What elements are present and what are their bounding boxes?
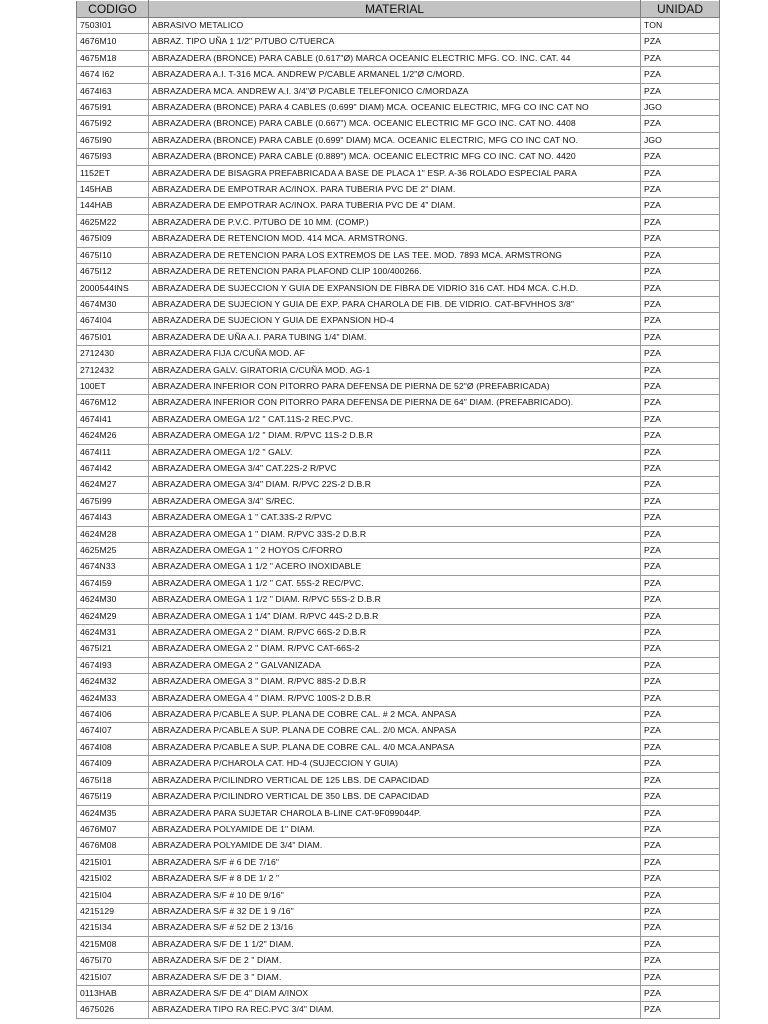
- code-cell: 4676M10: [77, 34, 149, 50]
- unit-cell: PZA: [641, 723, 720, 739]
- material-cell: ABRAZADERA OMEGA 2 " DIAM. R/PVC CAT-66S-2: [149, 641, 641, 657]
- unit-cell: PZA: [641, 674, 720, 690]
- code-cell: 2712430: [77, 346, 149, 362]
- code-cell: 4215I34: [77, 920, 149, 936]
- unit-cell: PZA: [641, 67, 720, 83]
- code-cell: 4676M12: [77, 395, 149, 411]
- material-cell: ABRAZADERA INFERIOR CON PITORRO PARA DEFENSA DE PIERNA DE 64" DIAM. (PREFABRICADO).: [149, 395, 641, 411]
- code-cell: 4624M27: [77, 477, 149, 493]
- table-row: [77, 460, 720, 476]
- material-cell: ABRAZADERA INFERIOR CON PITORRO PARA DEFENSA DE PIERNA DE 52"Ø (PREFABRICADA): [149, 378, 641, 394]
- unit-cell: PZA: [641, 378, 720, 394]
- material-cell: ABRAZADERA P/CILINDRO VERTICAL DE 350 LBS. DE CAPACIDAD: [149, 789, 641, 805]
- code-cell: 4624M29: [77, 608, 149, 624]
- code-cell: 4215129: [77, 903, 149, 919]
- unit-cell: PZA: [641, 362, 720, 378]
- material-cell: ABRAZADERA S/F DE 4" DIAM A/INOX: [149, 985, 641, 1001]
- table-row: [77, 428, 720, 444]
- header-unidad: UNIDAD: [641, 1, 720, 18]
- code-cell: 4624M35: [77, 805, 149, 821]
- unit-cell: PZA: [641, 444, 720, 460]
- table-row: [77, 1002, 720, 1018]
- table-row: [77, 493, 720, 509]
- material-cell: ABRAZADERA OMEGA 4 " DIAM. R/PVC 100S-2 D.B.R: [149, 690, 641, 706]
- material-cell: ABRAZADERA S/F # 6 DE 7/16": [149, 854, 641, 870]
- material-cell: ABRAZADERA S/F # 10 DE 9/16": [149, 887, 641, 903]
- unit-cell: PZA: [641, 871, 720, 887]
- materials-sheet: [76, 0, 719, 1019]
- unit-cell: PZA: [641, 953, 720, 969]
- code-cell: 4675I01: [77, 329, 149, 345]
- material-cell: ABRAZADERA DE EMPOTRAR AC/INOX. PARA TUBERIA PVC DE 4" DIAM.: [149, 198, 641, 214]
- table-row: [77, 674, 720, 690]
- code-cell: 4675I21: [77, 641, 149, 657]
- material-cell: ABRAZADERA A.I. T-316 MCA. ANDREW P/CABLE ARMANEL 1/2"Ø C/MORD.: [149, 67, 641, 83]
- unit-cell: PZA: [641, 280, 720, 296]
- unit-cell: PZA: [641, 477, 720, 493]
- unit-cell: PZA: [641, 165, 720, 181]
- table-row: [77, 444, 720, 460]
- unit-cell: JGO: [641, 132, 720, 148]
- unit-cell: PZA: [641, 625, 720, 641]
- unit-cell: PZA: [641, 510, 720, 526]
- unit-cell: PZA: [641, 214, 720, 230]
- material-cell: ABRAZADERA P/CABLE A SUP. PLANA DE COBRE CAL. 2/0 MCA. ANPASA: [149, 723, 641, 739]
- material-cell: ABRAZADERA (BRONCE) PARA CABLE (0.889") MCA. OCEANIC ELECTRIC MFG CO INC. CAT NO. 4420: [149, 149, 641, 165]
- material-cell: ABRAZADERA OMEGA 2 " DIAM. R/PVC 66S-2 D.B.R: [149, 625, 641, 641]
- material-cell: ABRAZADERA OMEGA 1 1/2 " ACERO INOXIDABLE: [149, 559, 641, 575]
- header-row: [77, 1, 720, 18]
- table-row: [77, 854, 720, 870]
- table-row: [77, 969, 720, 985]
- table-row: [77, 903, 720, 919]
- material-cell: ABRAZADERA OMEGA 1 1/2 " DIAM. R/PVC 55S-2 D.B.R: [149, 592, 641, 608]
- code-cell: 7503I01: [77, 18, 149, 34]
- table-row: [77, 707, 720, 723]
- unit-cell: PZA: [641, 50, 720, 66]
- code-cell: 4676M07: [77, 821, 149, 837]
- table-row: [77, 871, 720, 887]
- table-row: [77, 313, 720, 329]
- code-cell: 4215I07: [77, 969, 149, 985]
- table-row: [77, 34, 720, 50]
- table-row: [77, 116, 720, 132]
- table-row: [77, 362, 720, 378]
- table-row: [77, 67, 720, 83]
- material-cell: ABRAZADERA OMEGA 3/4" DIAM. R/PVC 22S-2 D.B.R: [149, 477, 641, 493]
- table-row: [77, 50, 720, 66]
- code-cell: 4675M18: [77, 50, 149, 66]
- table-row: [77, 198, 720, 214]
- code-cell: 4675I70: [77, 953, 149, 969]
- code-cell: 4215I01: [77, 854, 149, 870]
- table-row: [77, 723, 720, 739]
- material-cell: ABRAZADERA P/CILINDRO VERTICAL DE 125 LBS. DE CAPACIDAD: [149, 772, 641, 788]
- code-cell: 144HAB: [77, 198, 149, 214]
- material-cell: ABRAZADERA GALV. GIRATORIA C/CUÑA MOD. AG-1: [149, 362, 641, 378]
- code-cell: 4624M33: [77, 690, 149, 706]
- table-row: [77, 739, 720, 755]
- table-row: [77, 132, 720, 148]
- table-row: [77, 510, 720, 526]
- unit-cell: PZA: [641, 575, 720, 591]
- unit-cell: PZA: [641, 920, 720, 936]
- table-row: [77, 592, 720, 608]
- table-row: [77, 821, 720, 837]
- unit-cell: PZA: [641, 526, 720, 542]
- unit-cell: PZA: [641, 264, 720, 280]
- code-cell: 4674I11: [77, 444, 149, 460]
- material-cell: ABRAZADERA OMEGA 1 1/4" DIAM. R/PVC 44S-2 D.B.R: [149, 608, 641, 624]
- table-row: [77, 559, 720, 575]
- material-cell: ABRAZADERA P/CHAROLA CAT. HD-4 (SUJECCION Y GUIA): [149, 756, 641, 772]
- code-cell: 4215M08: [77, 936, 149, 952]
- code-cell: 4675I93: [77, 149, 149, 165]
- material-cell: ABRAZADERA S/F DE 1 1/2" DIAM.: [149, 936, 641, 952]
- unit-cell: PZA: [641, 641, 720, 657]
- table-row: [77, 149, 720, 165]
- material-cell: ABRAZADERA OMEGA 1 " DIAM. R/PVC 33S-2 D.B.R: [149, 526, 641, 542]
- unit-cell: PZA: [641, 690, 720, 706]
- material-cell: ABRAZADERA MCA. ANDREW A.I. 3/4"Ø P/CABLE TELEFONICO C/MORDAZA: [149, 83, 641, 99]
- unit-cell: PZA: [641, 756, 720, 772]
- code-cell: 4674I59: [77, 575, 149, 591]
- code-cell: 4675026: [77, 1002, 149, 1018]
- code-cell: 4675I91: [77, 100, 149, 116]
- material-cell: ABRAZADERA DE RETENCION PARA LOS EXTREMOS DE LAS TEE. MOD. 7893 MCA. ARMSTRONG: [149, 247, 641, 263]
- code-cell: 4674 I62: [77, 67, 149, 83]
- code-cell: 4674N33: [77, 559, 149, 575]
- code-cell: 4674I93: [77, 657, 149, 673]
- table-row: [77, 789, 720, 805]
- material-cell: ABRAZADERA DE P.V.C. P/TUBO DE 10 MM. (COMP.): [149, 214, 641, 230]
- code-cell: 4674I07: [77, 723, 149, 739]
- code-cell: 4674I43: [77, 510, 149, 526]
- code-cell: 4675I92: [77, 116, 149, 132]
- unit-cell: PZA: [641, 149, 720, 165]
- code-cell: 4674I41: [77, 411, 149, 427]
- unit-cell: PZA: [641, 346, 720, 362]
- code-cell: 4674I42: [77, 460, 149, 476]
- unit-cell: PZA: [641, 936, 720, 952]
- code-cell: 4215I04: [77, 887, 149, 903]
- table-row: [77, 329, 720, 345]
- table-row: [77, 214, 720, 230]
- unit-cell: PZA: [641, 116, 720, 132]
- materials-table: [76, 0, 720, 1019]
- unit-cell: PZA: [641, 707, 720, 723]
- unit-cell: PZA: [641, 559, 720, 575]
- code-cell: 4675I99: [77, 493, 149, 509]
- table-row: [77, 231, 720, 247]
- material-cell: ABRAZADERA OMEGA 3/4" S/REC.: [149, 493, 641, 509]
- unit-cell: PZA: [641, 493, 720, 509]
- table-row: [77, 395, 720, 411]
- material-cell: ABRAZADERA DE RETENCION PARA PLAFOND CLIP 100/400266.: [149, 264, 641, 280]
- code-cell: 145HAB: [77, 182, 149, 198]
- code-cell: 4675I90: [77, 132, 149, 148]
- code-cell: 4676M08: [77, 838, 149, 854]
- code-cell: 4624M32: [77, 674, 149, 690]
- unit-cell: PZA: [641, 592, 720, 608]
- unit-cell: PZA: [641, 182, 720, 198]
- material-cell: ABRAZADERA P/CABLE A SUP. PLANA DE COBRE CAL. 4/0 MCA.ANPASA: [149, 739, 641, 755]
- unit-cell: PZA: [641, 543, 720, 559]
- material-cell: ABRAZADERA (BRONCE) PARA CABLE (0.617"Ø) MARCA OCEANIC ELECTRIC MFG. CO. INC. CAT. 44: [149, 50, 641, 66]
- code-cell: 4675I18: [77, 772, 149, 788]
- header-codigo: CODIGO: [77, 1, 149, 18]
- code-cell: 4624M30: [77, 592, 149, 608]
- table-row: [77, 296, 720, 312]
- table-row: [77, 838, 720, 854]
- material-cell: ABRAZADERA (BRONCE) PARA CABLE (0.667") MCA. OCEANIC ELECTRIC MF GCO INC. CAT NO. 4408: [149, 116, 641, 132]
- material-cell: ABRAZADERA OMEGA 1 " CAT.33S-2 R/PVC: [149, 510, 641, 526]
- material-cell: ABRAZADERA S/F # 32 DE 1 9 /16": [149, 903, 641, 919]
- material-cell: ABRAZADERA DE SUJECION Y GUIA DE EXPANSION HD-4: [149, 313, 641, 329]
- material-cell: ABRAZADERA POLYAMIDE DE 3/4" DIAM.: [149, 838, 641, 854]
- unit-cell: PZA: [641, 903, 720, 919]
- unit-cell: PZA: [641, 985, 720, 1001]
- unit-cell: PZA: [641, 854, 720, 870]
- material-cell: ABRAZADERA (BRONCE) PARA 4 CABLES (0.699" DIAM) MCA. OCEANIC ELECTRIC, MFG CO INC CAT NO: [149, 100, 641, 116]
- unit-cell: PZA: [641, 296, 720, 312]
- unit-cell: PZA: [641, 657, 720, 673]
- material-cell: ABRAZADERA DE SUJECCION Y GUIA DE EXPANSION DE FIBRA DE VIDRIO 316 CAT. HD4 MCA. C.H.D.: [149, 280, 641, 296]
- unit-cell: PZA: [641, 198, 720, 214]
- unit-cell: PZA: [641, 805, 720, 821]
- code-cell: 4674I09: [77, 756, 149, 772]
- unit-cell: PZA: [641, 608, 720, 624]
- material-cell: ABRAZADERA OMEGA 1 " 2 HOYOS C/FORRO: [149, 543, 641, 559]
- material-cell: ABRAZADERA PARA SUJETAR CHAROLA B-LINE CAT-9F099044P.: [149, 805, 641, 821]
- table-row: [77, 182, 720, 198]
- table-row: [77, 953, 720, 969]
- table-header: [77, 1, 720, 18]
- unit-cell: PZA: [641, 1002, 720, 1018]
- unit-cell: PZA: [641, 411, 720, 427]
- table-row: [77, 18, 720, 34]
- material-cell: ABRAZADERA OMEGA 1/2 " CAT.11S-2 REC.PVC.: [149, 411, 641, 427]
- material-cell: ABRAZADERA DE RETENCION MOD. 414 MCA. ARMSTRONG.: [149, 231, 641, 247]
- code-cell: 2712432: [77, 362, 149, 378]
- unit-cell: PZA: [641, 969, 720, 985]
- table-row: [77, 887, 720, 903]
- material-cell: ABRAZADERA TIPO RA REC.PVC 3/4" DIAM.: [149, 1002, 641, 1018]
- material-cell: ABRAZADERA DE BISAGRA PREFABRICADA A BASE DE PLACA 1" ESP. A-36 ROLADO ESPECIAL PARA: [149, 165, 641, 181]
- material-cell: ABRAZADERA S/F # 52 DE 2 13/16: [149, 920, 641, 936]
- unit-cell: PZA: [641, 887, 720, 903]
- unit-cell: PZA: [641, 838, 720, 854]
- unit-cell: PZA: [641, 329, 720, 345]
- unit-cell: PZA: [641, 231, 720, 247]
- material-cell: ABRAZADERA S/F DE 2 " DIAM.: [149, 953, 641, 969]
- material-cell: ABRAZ. TIPO UÑA 1 1/2" P/TUBO C/TUERCA: [149, 34, 641, 50]
- material-cell: ABRAZADERA OMEGA 1/2 " GALV.: [149, 444, 641, 460]
- material-cell: ABRAZADERA DE SUJECION Y GUIA DE EXP. PARA CHAROLA DE FIB. DE VIDRIO. CAT-BFVHHOS 3/8": [149, 296, 641, 312]
- unit-cell: PZA: [641, 460, 720, 476]
- material-cell: ABRAZADERA (BRONCE) PARA CABLE (0.699" DIAM) MCA. OCEANIC ELECTRIC, MFG CO INC CAT NO.: [149, 132, 641, 148]
- table-row: [77, 346, 720, 362]
- table-row: [77, 805, 720, 821]
- unit-cell: PZA: [641, 83, 720, 99]
- table-row: [77, 280, 720, 296]
- material-cell: ABRAZADERA DE EMPOTRAR AC/INOX. PARA TUBERIA PVC DE 2" DIAM.: [149, 182, 641, 198]
- material-cell: ABRASIVO METALICO: [149, 18, 641, 34]
- table-row: [77, 526, 720, 542]
- table-row: [77, 575, 720, 591]
- unit-cell: PZA: [641, 395, 720, 411]
- unit-cell: PZA: [641, 428, 720, 444]
- table-row: [77, 657, 720, 673]
- code-cell: 4674I04: [77, 313, 149, 329]
- material-cell: ABRAZADERA OMEGA 3 " DIAM. R/PVC 88S-2 D.B.R: [149, 674, 641, 690]
- code-cell: 1152ET: [77, 165, 149, 181]
- code-cell: 4675I19: [77, 789, 149, 805]
- table-row: [77, 985, 720, 1001]
- table-row: [77, 756, 720, 772]
- unit-cell: PZA: [641, 821, 720, 837]
- code-cell: 100ET: [77, 378, 149, 394]
- unit-cell: PZA: [641, 247, 720, 263]
- code-cell: 2000544INS: [77, 280, 149, 296]
- code-cell: 4215I02: [77, 871, 149, 887]
- material-cell: ABRAZADERA DE UÑA A.I. PARA TUBING 1/4" DIAM.: [149, 329, 641, 345]
- code-cell: 4675I12: [77, 264, 149, 280]
- table-row: [77, 690, 720, 706]
- material-cell: ABRAZADERA OMEGA 1/2 " DIAM. R/PVC 11S-2 D.B.R: [149, 428, 641, 444]
- material-cell: ABRAZADERA POLYAMIDE DE 1" DIAM.: [149, 821, 641, 837]
- unit-cell: JGO: [641, 100, 720, 116]
- material-cell: ABRAZADERA S/F # 8 DE 1/ 2 ": [149, 871, 641, 887]
- material-cell: ABRAZADERA OMEGA 1 1/2 " CAT. 55S-2 REC/PVC.: [149, 575, 641, 591]
- table-row: [77, 247, 720, 263]
- material-cell: ABRAZADERA P/CABLE A SUP. PLANA DE COBRE CAL. # 2 MCA. ANPASA: [149, 707, 641, 723]
- table-row: [77, 936, 720, 952]
- unit-cell: PZA: [641, 313, 720, 329]
- table-row: [77, 543, 720, 559]
- table-row: [77, 477, 720, 493]
- table-row: [77, 411, 720, 427]
- code-cell: 4624M31: [77, 625, 149, 641]
- code-cell: 4674I08: [77, 739, 149, 755]
- table-row: [77, 641, 720, 657]
- code-cell: 0113HAB: [77, 985, 149, 1001]
- code-cell: 4674I63: [77, 83, 149, 99]
- material-cell: ABRAZADERA FIJA C/CUÑA MOD. AF: [149, 346, 641, 362]
- code-cell: 4674M30: [77, 296, 149, 312]
- unit-cell: PZA: [641, 34, 720, 50]
- unit-cell: PZA: [641, 739, 720, 755]
- code-cell: 4624M26: [77, 428, 149, 444]
- unit-cell: PZA: [641, 772, 720, 788]
- unit-cell: PZA: [641, 789, 720, 805]
- code-cell: 4625M25: [77, 543, 149, 559]
- material-cell: ABRAZADERA S/F DE 3 " DIAM.: [149, 969, 641, 985]
- material-cell: ABRAZADERA OMEGA 3/4" CAT.22S-2 R/PVC: [149, 460, 641, 476]
- table-row: [77, 608, 720, 624]
- table-row: [77, 83, 720, 99]
- code-cell: 4675I10: [77, 247, 149, 263]
- table-row: [77, 100, 720, 116]
- table-body: [77, 18, 720, 1019]
- unit-cell: TON: [641, 18, 720, 34]
- code-cell: 4674I06: [77, 707, 149, 723]
- table-row: [77, 165, 720, 181]
- code-cell: 4675I09: [77, 231, 149, 247]
- code-cell: 4625M22: [77, 214, 149, 230]
- table-row: [77, 625, 720, 641]
- header-material: MATERIAL: [149, 1, 641, 18]
- code-cell: 4624M28: [77, 526, 149, 542]
- table-row: [77, 378, 720, 394]
- table-row: [77, 772, 720, 788]
- table-row: [77, 264, 720, 280]
- table-row: [77, 920, 720, 936]
- material-cell: ABRAZADERA OMEGA 2 " GALVANIZADA: [149, 657, 641, 673]
